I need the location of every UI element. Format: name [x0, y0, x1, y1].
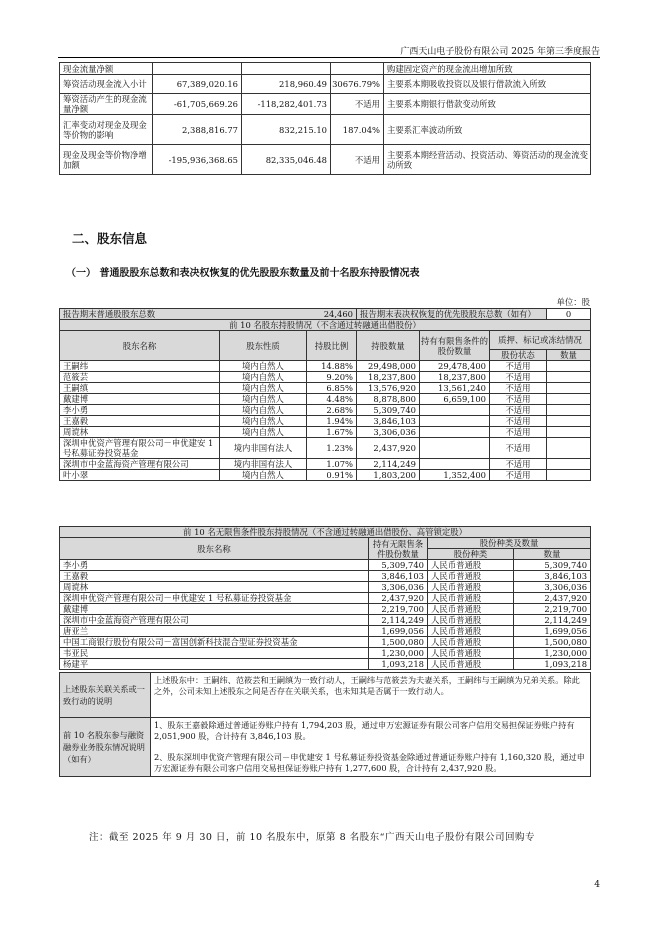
- sh-pledge-qty: [547, 394, 591, 405]
- sh-pledge-qty: [547, 438, 591, 459]
- table-row: [60, 361, 591, 372]
- sh-name: 李小勇: [60, 405, 220, 416]
- nr-name: 韦亚民: [60, 648, 369, 659]
- cf-name: 现金流量净额: [60, 63, 153, 75]
- sh-name: 叶小翠: [60, 470, 220, 481]
- cashflow-table: [59, 62, 591, 175]
- nr-count: 5,309,740: [514, 560, 591, 571]
- sh-restricted: [420, 438, 490, 459]
- nr-qty: 5,309,740: [369, 560, 428, 571]
- sh-status: 不适用: [490, 394, 547, 405]
- header-row: [60, 331, 591, 350]
- col-header-pledge-status: 股份状态: [490, 350, 547, 361]
- table-row: [60, 405, 591, 416]
- sh-qty: 8,878,800: [357, 394, 420, 405]
- nr-type: 人民币普通股: [428, 626, 514, 637]
- cf-reason: 主要系汇率波动所致: [384, 115, 591, 145]
- nr-count: 1,230,000: [514, 648, 591, 659]
- sh-nature: 境内自然人: [220, 383, 307, 394]
- sh-nature: 境内自然人: [220, 470, 307, 481]
- sh-restricted: 13,561,240: [420, 383, 490, 394]
- sh-restricted: [420, 427, 490, 438]
- sh-restricted: 1,352,400: [420, 470, 490, 481]
- table-row: [60, 145, 591, 175]
- sh-pledge-qty: [547, 405, 591, 416]
- sh-status: 不适用: [490, 372, 547, 383]
- sh-qty: 3,306,036: [357, 427, 420, 438]
- nr-name: 深圳申优资产管理有限公司－申优建安 1 号私募证券投资基金: [60, 593, 369, 604]
- table-row: [60, 459, 591, 470]
- preferred-shareholders-label: 报告期末表决权恢复的优先股股东总数（如有）: [357, 309, 547, 320]
- col-header-name: 股东名称: [60, 538, 369, 560]
- table-row: [60, 416, 591, 427]
- nr-qty: 1,230,000: [369, 648, 428, 659]
- table-row: [60, 383, 591, 394]
- sh-qty: 3,846,103: [357, 416, 420, 427]
- table-row: [60, 427, 591, 438]
- table-row: [60, 75, 591, 94]
- sh-nature: 境内自然人: [220, 405, 307, 416]
- sh-restricted: 29,478,400: [420, 361, 490, 372]
- nr-qty: 3,306,036: [369, 582, 428, 593]
- sh-nature: 境内自然人: [220, 372, 307, 383]
- nr-qty: 1,093,218: [369, 659, 428, 670]
- table-row: [60, 604, 591, 615]
- table-row: [60, 648, 591, 659]
- col-header-qty: 持股数量: [357, 331, 420, 361]
- sh-pledge-qty: [547, 416, 591, 427]
- sh-restricted: 18,237,800: [420, 372, 490, 383]
- sh-status: 不适用: [490, 470, 547, 481]
- sh-qty: 18,237,800: [357, 372, 420, 383]
- cf-reason: 购建固定资产的现金流出增加所致: [384, 63, 591, 75]
- nr-count: 2,114,249: [514, 615, 591, 626]
- sh-restricted: 6,659,100: [420, 394, 490, 405]
- col-header-name: 股东名称: [60, 331, 220, 361]
- sh-restricted: [420, 459, 490, 470]
- relation-text: 上述股东中：王嗣纬、范筱芸和王嗣缜为一致行动人，王嗣纬与范筱芸为夫妻关系，王嗣纬与王嗣缜为兄弟关系。除此之外，公司未知上述股东之间是否存在关联关系，也未知其是否属于一致行动人。: [151, 673, 591, 718]
- cf-prior: 218,960.49: [242, 75, 331, 94]
- sh-pledge-qty: [547, 459, 591, 470]
- notes-table: [59, 672, 591, 777]
- top10-shareholders-table: [59, 308, 591, 481]
- col-header-type-group: 股份种类及数量: [428, 538, 591, 549]
- nr-qty: 3,846,103: [369, 571, 428, 582]
- cf-change: 不适用: [331, 145, 384, 175]
- nr-count: 2,437,920: [514, 593, 591, 604]
- col-header-nature: 股东性质: [220, 331, 307, 361]
- table-row: [60, 615, 591, 626]
- sh-status: 不适用: [490, 438, 547, 459]
- page-header: 广西天山电子股份有限公司 2025 年第三季度报告: [400, 47, 600, 57]
- margin-text-1: 1、股东王嘉毅除通过普通证券账户持有 1,794,203 股，通过申万宏源证券有限公司客户信用交易担保证券账户持有 2,051,900 股，合计持有 3,846,103 股。: [154, 720, 575, 741]
- sh-qty: 2,114,249: [357, 459, 420, 470]
- section-heading: 二、股东信息: [72, 231, 148, 246]
- nr-name: 李小勇: [60, 560, 369, 571]
- table-row: [60, 394, 591, 405]
- col-header-ratio: 持股比例: [307, 331, 357, 361]
- nr-qty: 2,437,920: [369, 593, 428, 604]
- relation-label: 上述股东关联关系或一致行动的说明: [60, 673, 151, 718]
- sh-qty: 1,803,200: [357, 470, 420, 481]
- nr-type: 人民币普通股: [428, 648, 514, 659]
- sh-ratio: 1.94%: [307, 416, 357, 427]
- sh-pledge-qty: [547, 470, 591, 481]
- sh-nature: 境内自然人: [220, 394, 307, 405]
- nr-type: 人民币普通股: [428, 604, 514, 615]
- sh-name: 深圳市中金蓝海资产管理有限公司: [60, 459, 220, 470]
- cf-prior: 82,335,046.48: [242, 145, 331, 175]
- sh-qty: 13,576,920: [357, 383, 420, 394]
- nr-type: 人民币普通股: [428, 637, 514, 648]
- cf-current: [153, 63, 242, 75]
- sh-name: 王嗣纬: [60, 361, 220, 372]
- nr-type: 人民币普通股: [428, 571, 514, 582]
- unrestricted-shareholders-table: [59, 526, 591, 670]
- sh-pledge-qty: [547, 361, 591, 372]
- cf-reason: 主要系本期经营活动、投资活动、筹资活动的现金流变动所致: [384, 145, 591, 175]
- sh-ratio: 6.85%: [307, 383, 357, 394]
- col-header-pledge: 质押、标记或冻结情况: [490, 331, 591, 350]
- nr-count: 1,699,056: [514, 626, 591, 637]
- sh-nature: 境内自然人: [220, 361, 307, 372]
- cf-name: 筹资活动产生的现金流量净额: [60, 94, 153, 115]
- table-row: [60, 571, 591, 582]
- sh-status: 不适用: [490, 427, 547, 438]
- cf-current: 2,388,816.77: [153, 115, 242, 145]
- unit-label: 单位：股: [556, 297, 590, 307]
- table-row: [60, 626, 591, 637]
- table-row: [60, 309, 591, 320]
- nr-count: 3,846,103: [514, 571, 591, 582]
- cf-change: 187.04%: [331, 115, 384, 145]
- nr-name: 王嘉毅: [60, 571, 369, 582]
- sh-nature: 境内自然人: [220, 416, 307, 427]
- sh-name: 周谠林: [60, 427, 220, 438]
- nr-name: 戴建博: [60, 604, 369, 615]
- sh-status: 不适用: [490, 361, 547, 372]
- col-header-unrestricted-qty: 持有无限售条件股份数量: [369, 538, 428, 560]
- sub-heading: （一） 普通股股东总数和表决权恢复的优先股股东数量及前十名股东持股情况表: [66, 268, 420, 279]
- table-row: [60, 527, 591, 538]
- sh-nature: 境内自然人: [220, 427, 307, 438]
- col-header-pledge-qty: 数量: [547, 350, 591, 361]
- sh-status: 不适用: [490, 459, 547, 470]
- margin-text-2: 2、股东深圳申优资产管理有限公司－申优建安 1 号私募证券投资基金除通过普通证券账户持有 1,160,320 股，通过申万宏源证券有限公司客户信用交易担保证券账户持有 1,277,600 股，合计持有 2,437,920 股。: [154, 752, 585, 773]
- cf-change: 30676.79%: [331, 75, 384, 94]
- table-row: [60, 470, 591, 481]
- nr-type: 人民币普通股: [428, 582, 514, 593]
- nr-count: 3,306,036: [514, 582, 591, 593]
- header-rule: [58, 57, 600, 58]
- sh-pledge-qty: [547, 372, 591, 383]
- cf-reason: 主要系本期吸收投资以及银行借款流入所致: [384, 75, 591, 94]
- sh-name: 王嗣缜: [60, 383, 220, 394]
- table-row: [60, 438, 591, 459]
- sh-name: 范筱芸: [60, 372, 220, 383]
- cf-name: 筹资活动现金流入小计: [60, 75, 153, 94]
- nr-name: 中国工商银行股份有限公司－富国创新科技混合型证券投资基金: [60, 637, 369, 648]
- top10-title: 前 10 名股东持股情况（不含通过转融通出借股份）: [60, 320, 591, 331]
- footnote: 注：截至 2025 年 9 月 30 日，前 10 名股东中，原第 8 名股东“广西天山电子股份有限公司回购专: [89, 832, 535, 843]
- margin-text-cell: [151, 718, 591, 777]
- table-row: [60, 637, 591, 648]
- header-row: [60, 538, 591, 549]
- cf-current: -195,936,368.65: [153, 145, 242, 175]
- sh-name: 戴建博: [60, 394, 220, 405]
- nr-count: 2,219,700: [514, 604, 591, 615]
- nr-name: 周谠林: [60, 582, 369, 593]
- sh-ratio: 0.91%: [307, 470, 357, 481]
- sh-status: 不适用: [490, 383, 547, 394]
- sh-ratio: 1.23%: [307, 438, 357, 459]
- sh-ratio: 9.20%: [307, 372, 357, 383]
- nr-type: 人民币普通股: [428, 659, 514, 670]
- nr-type: 人民币普通股: [428, 593, 514, 604]
- sh-name: 深圳申优资产管理有限公司－申优建安 1 号私募证券投资基金: [60, 438, 220, 459]
- nr-qty: 1,500,080: [369, 637, 428, 648]
- cf-prior: [242, 63, 331, 75]
- col-header-type: 股份种类: [428, 549, 514, 560]
- nr-count: 1,500,080: [514, 637, 591, 648]
- page-number: 4: [594, 880, 600, 890]
- sh-ratio: 2.68%: [307, 405, 357, 416]
- table-row: [60, 372, 591, 383]
- cf-change: [331, 63, 384, 75]
- sh-nature: 境内非国有法人: [220, 438, 307, 459]
- table-row: [60, 582, 591, 593]
- unrestricted-title: 前 10 名无限售条件股东持股情况（不含通过转融通出借股份、高管锁定股）: [60, 527, 591, 538]
- sh-restricted: [420, 416, 490, 427]
- cf-current: 67,389,020.16: [153, 75, 242, 94]
- table-row: [60, 63, 591, 75]
- sh-restricted: [420, 405, 490, 416]
- cf-name: 现金及现金等价物净增加额: [60, 145, 153, 175]
- sh-qty: 2,437,920: [357, 438, 420, 459]
- sh-ratio: 1.67%: [307, 427, 357, 438]
- nr-type: 人民币普通股: [428, 615, 514, 626]
- nr-name: 深圳市中金蓝海资产管理有限公司: [60, 615, 369, 626]
- sh-ratio: 14.88%: [307, 361, 357, 372]
- nr-qty: 2,114,249: [369, 615, 428, 626]
- sh-pledge-qty: [547, 383, 591, 394]
- cf-name: 汇率变动对现金及现金等价物的影响: [60, 115, 153, 145]
- sh-pledge-qty: [547, 427, 591, 438]
- cf-reason: 主要系本期银行借款变动所致: [384, 94, 591, 115]
- table-row: [60, 718, 591, 777]
- nr-type: 人民币普通股: [428, 560, 514, 571]
- col-header-restricted: 持有有限售条件的股份数量: [420, 331, 490, 361]
- sh-qty: 29,498,000: [357, 361, 420, 372]
- sh-qty: 5,309,740: [357, 405, 420, 416]
- nr-name: 杨建平: [60, 659, 369, 670]
- nr-qty: 1,699,056: [369, 626, 428, 637]
- table-row: [60, 659, 591, 670]
- table-row: [60, 320, 591, 331]
- sh-status: 不适用: [490, 405, 547, 416]
- cf-prior: -118,282,401.73: [242, 94, 331, 115]
- cf-change: 不适用: [331, 94, 384, 115]
- table-row: [60, 115, 591, 145]
- nr-name: 唐亚兰: [60, 626, 369, 637]
- sh-nature: 境内非国有法人: [220, 459, 307, 470]
- sh-name: 王嘉毅: [60, 416, 220, 427]
- preferred-shareholders-value: 0: [547, 309, 591, 320]
- table-row: [60, 593, 591, 604]
- margin-label: 前 10 名股东参与融资融券业务股东情况说明（如有）: [60, 718, 151, 777]
- cf-prior: 832,215.10: [242, 115, 331, 145]
- table-row: [60, 673, 591, 718]
- table-row: [60, 560, 591, 571]
- table-row: [60, 94, 591, 115]
- nr-qty: 2,219,700: [369, 604, 428, 615]
- col-header-count: 数量: [514, 549, 591, 560]
- nr-count: 1,093,218: [514, 659, 591, 670]
- sh-ratio: 4.48%: [307, 394, 357, 405]
- sh-ratio: 1.07%: [307, 459, 357, 470]
- cf-current: -61,705,669.26: [153, 94, 242, 115]
- sh-status: 不适用: [490, 416, 547, 427]
- total-shareholders-label: 报告期末普通股股东总数 24,460: [60, 309, 357, 320]
